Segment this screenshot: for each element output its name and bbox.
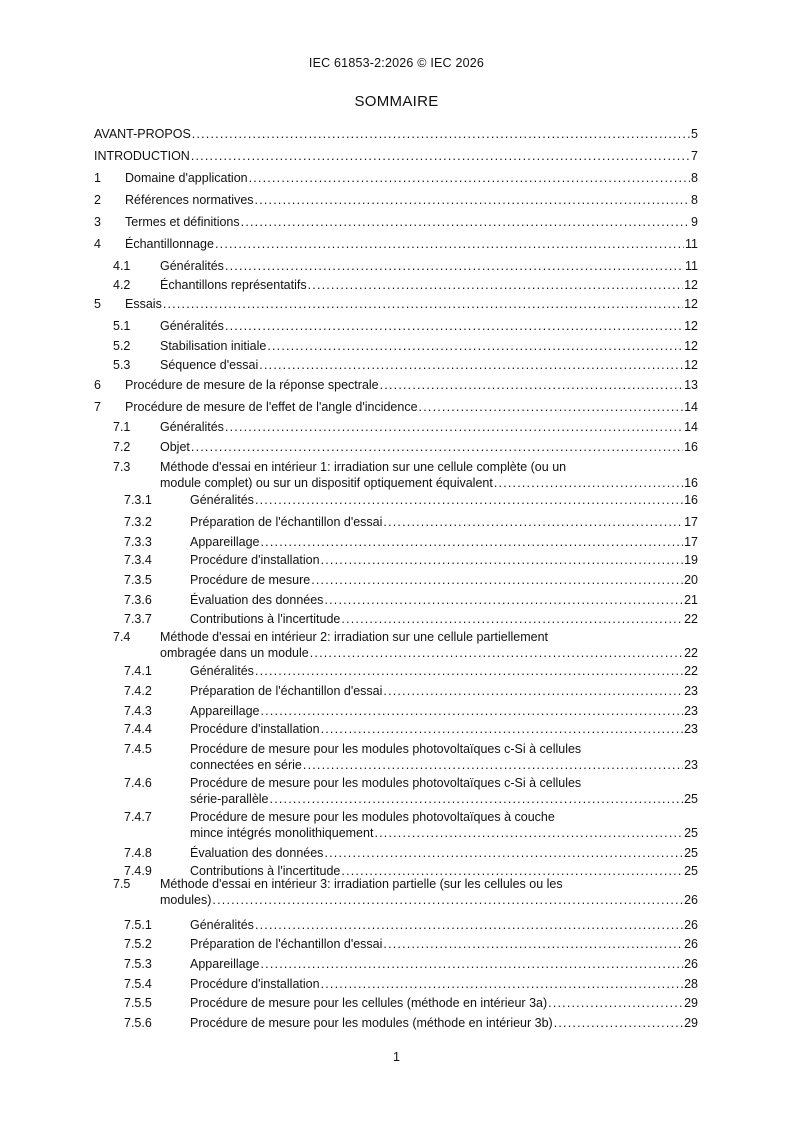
toc-entry-title: ombragée dans un module (160, 646, 309, 660)
toc-entry-leader-line (190, 704, 698, 719)
toc-entry-title: Évaluation des données (190, 846, 324, 860)
dot-leader (554, 1016, 683, 1031)
toc-entry-number: 7.3.2 (124, 515, 152, 529)
toc-entry-title: module complet) ou sur un dispositif optiquement équivalent (160, 476, 493, 490)
dot-leader (380, 378, 683, 393)
toc-entry-page: 14 (684, 400, 698, 414)
toc-entry-page: 12 (684, 358, 698, 372)
toc-entry-title: Procédure de mesure de l'effet de l'angle d'incidence (125, 400, 418, 414)
toc-entry-page: 7 (691, 149, 698, 163)
toc-entry-leader-line (160, 420, 698, 435)
dot-leader (321, 722, 684, 737)
dot-leader (548, 996, 683, 1011)
toc-entry-page: 20 (684, 573, 698, 587)
toc-entry-number: 5.1 (113, 319, 131, 333)
dot-leader (261, 957, 684, 972)
toc-entry-page: 11 (685, 259, 698, 273)
dot-leader (163, 297, 683, 312)
toc-entry-page: 12 (684, 339, 698, 353)
toc-entry-leader-line (190, 593, 698, 608)
toc-entry-leader-line (160, 476, 698, 491)
toc-entry-title-line: Procédure de mesure pour les modules photovoltaïques à couche (190, 810, 555, 824)
toc-entry-page: 17 (684, 535, 698, 549)
toc-entry-page: 12 (684, 297, 698, 311)
toc-entry-title: INTRODUCTION (94, 149, 190, 163)
toc-entry-title: Généralités (190, 664, 254, 678)
toc-entry-leader-line (190, 977, 698, 992)
toc-entry-page: 26 (684, 957, 698, 971)
toc-entry-leader-line (160, 440, 698, 455)
toc-entry-title: Appareillage (190, 704, 260, 718)
toc-entry-number: 7.5.2 (124, 937, 152, 951)
toc-entry-leader-line (190, 758, 698, 773)
toc-entry-leader-line (190, 535, 698, 550)
toc-entry-title: mince intégrés monolithiquement (190, 826, 374, 840)
toc-entry-leader-line (190, 957, 698, 972)
toc-entry-title: Objet (160, 440, 190, 454)
toc-entry-title: modules) (160, 893, 212, 907)
toc-entry-number: 7.5 (113, 877, 131, 891)
toc-entry-page: 14 (684, 420, 698, 434)
toc-entry-number: 7.4.2 (124, 684, 152, 698)
toc-entry-title-line: Procédure de mesure pour les modules photovoltaïques c-Si à cellules (190, 776, 582, 790)
toc-entry-leader-line (190, 612, 698, 627)
dot-leader (261, 704, 684, 719)
toc-entry-leader-line (190, 937, 698, 952)
toc-entry-leader-line (190, 918, 698, 933)
toc-entry-title: Appareillage (190, 535, 260, 549)
toc-entry-number: 7.4.8 (124, 846, 152, 860)
document-header: IEC 61853-2:2026 © IEC 2026 (308, 56, 485, 70)
toc-entry-title-line: Procédure de mesure pour les modules photovoltaïques c-Si à cellules (190, 742, 582, 756)
dot-leader (383, 515, 683, 530)
toc-entry-title: Procédure de mesure pour les modules (méthode en intérieur 3b) (190, 1016, 553, 1030)
dot-leader (494, 476, 683, 491)
toc-entry-number: 7.2 (113, 440, 131, 454)
toc-entry-page: 25 (684, 864, 698, 878)
toc-entry-page: 13 (684, 378, 698, 392)
toc-entry-leader-line (160, 893, 698, 908)
toc-entry-title: Généralités (190, 493, 254, 507)
toc-entry-title-line: Méthode d'essai en intérieur 2: irradiation sur une cellule partiellement (160, 630, 549, 644)
dot-leader (255, 664, 683, 679)
toc-entry-page: 26 (684, 893, 698, 907)
toc-entry-title: AVANT-PROPOS (94, 127, 191, 141)
toc-entry-page: 22 (684, 664, 698, 678)
toc-entry-number: 7.5.4 (124, 977, 152, 991)
dot-leader (341, 612, 683, 627)
toc-entry-page: 23 (684, 704, 698, 718)
toc-entry-page: 12 (684, 319, 698, 333)
toc-entry-title: Contributions à l'incertitude (190, 864, 341, 878)
toc-entry-title: Procédure de mesure pour les cellules (méthode en intérieur 3a) (190, 996, 548, 1010)
toc-entry-title: Stabilisation initiale (160, 339, 267, 353)
dot-leader (255, 918, 683, 933)
toc-entry-leader-line (160, 278, 698, 293)
toc-entry-title: Procédure d'installation (190, 553, 320, 567)
toc-entry-title-line: Méthode d'essai en intérieur 1: irradiation sur une cellule complète (ou un (160, 460, 567, 474)
toc-entry-page: 16 (684, 493, 698, 507)
toc-entry-title: Procédure de mesure de la réponse spectrale (125, 378, 379, 392)
dot-leader (383, 684, 683, 699)
toc-entry-leader-line (125, 237, 698, 252)
toc-entry-leader-line (190, 792, 698, 807)
toc-entry-number: 7.4.7 (124, 810, 152, 824)
dot-leader (215, 237, 684, 252)
toc-entry-page: 8 (691, 171, 698, 185)
toc-entry-title: Procédure d'installation (190, 977, 320, 991)
toc-entry-number: 6 (94, 378, 101, 392)
toc-entry-number: 7.3.4 (124, 553, 152, 567)
toc-entry-page: 23 (684, 758, 698, 772)
toc-entry-number: 7.4.6 (124, 776, 152, 790)
toc-entry-leader-line (190, 996, 698, 1011)
dot-leader (261, 535, 684, 550)
toc-entry-leader-line (160, 646, 698, 661)
toc-entry-leader-line (190, 515, 698, 530)
toc-entry-title: Échantillons représentatifs (160, 278, 307, 292)
dot-leader (310, 646, 683, 661)
toc-entry-leader-line (160, 339, 698, 354)
toc-entry-leader-line (160, 358, 698, 373)
toc-entry-leader-line (125, 193, 698, 208)
toc-entry-page: 8 (691, 193, 698, 207)
toc-entry-leader-line (190, 1016, 698, 1031)
dot-leader (324, 593, 683, 608)
dot-leader (321, 553, 684, 568)
dot-leader (259, 358, 683, 373)
toc-entry-number: 7 (94, 400, 101, 414)
toc-entry-title: Contributions à l'incertitude (190, 612, 341, 626)
toc-entry-number: 7.4.3 (124, 704, 152, 718)
toc-entry-page: 22 (684, 646, 698, 660)
toc-entry-number: 7.3.1 (124, 493, 152, 507)
toc-entry-title: Évaluation des données (190, 593, 324, 607)
toc-entry-number: 7.5.3 (124, 957, 152, 971)
toc-entry-page: 28 (684, 977, 698, 991)
toc-entry-leader-line (160, 319, 698, 334)
toc-entry-leader-line (190, 664, 698, 679)
toc-entry-leader-line (190, 722, 698, 737)
toc-entry-number: 7.4.5 (124, 742, 152, 756)
toc-entry-number: 7.3.7 (124, 612, 152, 626)
toc-entry-page: 25 (684, 846, 698, 860)
dot-leader (255, 493, 683, 508)
toc-entry-title: Généralités (160, 259, 224, 273)
toc-entry-number: 4.1 (113, 259, 131, 273)
dot-leader (192, 127, 690, 142)
toc-entry-page: 16 (684, 476, 698, 490)
dot-leader (249, 171, 690, 186)
toc-entry-title: Procédure d'installation (190, 722, 320, 736)
dot-leader (311, 573, 683, 588)
toc-entry-leader-line (190, 493, 698, 508)
toc-entry-number: 7.4 (113, 630, 131, 644)
toc-entry-number: 7.3.3 (124, 535, 152, 549)
toc-entry-title: Séquence d'essai (160, 358, 259, 372)
toc-entry-leader-line (125, 378, 698, 393)
toc-entry-number: 5.3 (113, 358, 131, 372)
toc-entry-leader-line (190, 573, 698, 588)
toc-entry-leader-line (125, 215, 698, 230)
toc-entry-number: 3 (94, 215, 101, 229)
toc-entry-leader-line (94, 127, 698, 142)
toc-entry-page: 21 (684, 593, 698, 607)
dot-leader (419, 400, 684, 415)
toc-entry-title: Domaine d'application (125, 171, 248, 185)
dot-leader (270, 792, 684, 807)
toc-entry-page: 16 (684, 440, 698, 454)
toc-entry-leader-line (190, 846, 698, 861)
toc-entry-number: 7.3.6 (124, 593, 152, 607)
toc-title: SOMMAIRE (354, 93, 439, 110)
dot-leader (191, 149, 690, 164)
toc-entry-title: Essais (125, 297, 162, 311)
toc-entry-title: Généralités (160, 319, 224, 333)
toc-entry-title: Termes et définitions (125, 215, 240, 229)
toc-entry-number: 7.5.1 (124, 918, 152, 932)
toc-entry-number: 7.4.4 (124, 722, 152, 736)
toc-entry-number: 5.2 (113, 339, 131, 353)
toc-entry-page: 5 (691, 127, 698, 141)
toc-entry-title: série-parallèle (190, 792, 269, 806)
toc-entry-leader-line (160, 259, 698, 274)
toc-entry-number: 7.1 (113, 420, 131, 434)
toc-entry-page: 9 (691, 215, 698, 229)
toc-entry-title: Préparation de l'échantillon d'essai (190, 515, 383, 529)
toc-entry-number: 7.4.1 (124, 664, 152, 678)
toc-entry-page: 29 (684, 996, 698, 1010)
toc-entry-number: 2 (94, 193, 101, 207)
toc-entry-number: 5 (94, 297, 101, 311)
dot-leader (241, 215, 690, 230)
dot-leader (212, 893, 683, 908)
toc-entry-number: 7.5.5 (124, 996, 152, 1010)
toc-entry-page: 22 (684, 612, 698, 626)
dot-leader (267, 339, 683, 354)
toc-entry-page: 17 (684, 515, 698, 529)
toc-entry-leader-line (125, 297, 698, 312)
toc-entry-leader-line (190, 684, 698, 699)
toc-entry-number: 7.4.9 (124, 864, 152, 878)
dot-leader (225, 259, 684, 274)
toc-entry-title: Préparation de l'échantillon d'essai (190, 937, 383, 951)
toc-entry-title: Références normatives (125, 193, 254, 207)
dot-leader (225, 420, 683, 435)
dot-leader (308, 278, 683, 293)
toc-entry-title: connectées en série (190, 758, 302, 772)
toc-entry-title-line: Méthode d'essai en intérieur 3: irradiation partielle (sur les cellules ou les (160, 877, 563, 891)
dot-leader (324, 846, 683, 861)
toc-entry-number: 7.5.6 (124, 1016, 152, 1030)
page-number: 1 (393, 1050, 400, 1064)
toc-entry-page: 26 (684, 937, 698, 951)
toc-entry-leader-line (125, 171, 698, 186)
toc-entry-number: 7.3.5 (124, 573, 152, 587)
toc-entry-number: 1 (94, 171, 101, 185)
toc-entry-leader-line (190, 826, 698, 841)
toc-entry-title: Procédure de mesure (190, 573, 311, 587)
toc-entry-page: 26 (684, 918, 698, 932)
toc-entry-leader-line (190, 553, 698, 568)
dot-leader (374, 826, 683, 841)
toc-entry-number: 7.3 (113, 460, 131, 474)
toc-entry-title: Échantillonnage (125, 237, 214, 251)
toc-entry-page: 23 (684, 684, 698, 698)
dot-leader (225, 319, 683, 334)
dot-leader (191, 440, 683, 455)
toc-entry-number: 4 (94, 237, 101, 251)
toc-entry-title: Appareillage (190, 957, 260, 971)
toc-entry-page: 12 (684, 278, 698, 292)
dot-leader (321, 977, 684, 992)
toc-entry-page: 19 (684, 553, 698, 567)
toc-entry-page: 25 (684, 826, 698, 840)
dot-leader (303, 758, 683, 773)
dot-leader (383, 937, 683, 952)
toc-entry-page: 25 (684, 792, 698, 806)
toc-entry-title: Préparation de l'échantillon d'essai (190, 684, 383, 698)
toc-entry-page: 11 (685, 237, 698, 251)
toc-entry-page: 23 (684, 722, 698, 736)
toc-entry-title: Généralités (160, 420, 224, 434)
toc-entry-leader-line (125, 400, 698, 415)
toc-entry-leader-line (94, 149, 698, 164)
toc-entry-page: 29 (684, 1016, 698, 1030)
toc-entry-title: Généralités (190, 918, 254, 932)
toc-entry-number: 4.2 (113, 278, 131, 292)
dot-leader (255, 193, 691, 208)
